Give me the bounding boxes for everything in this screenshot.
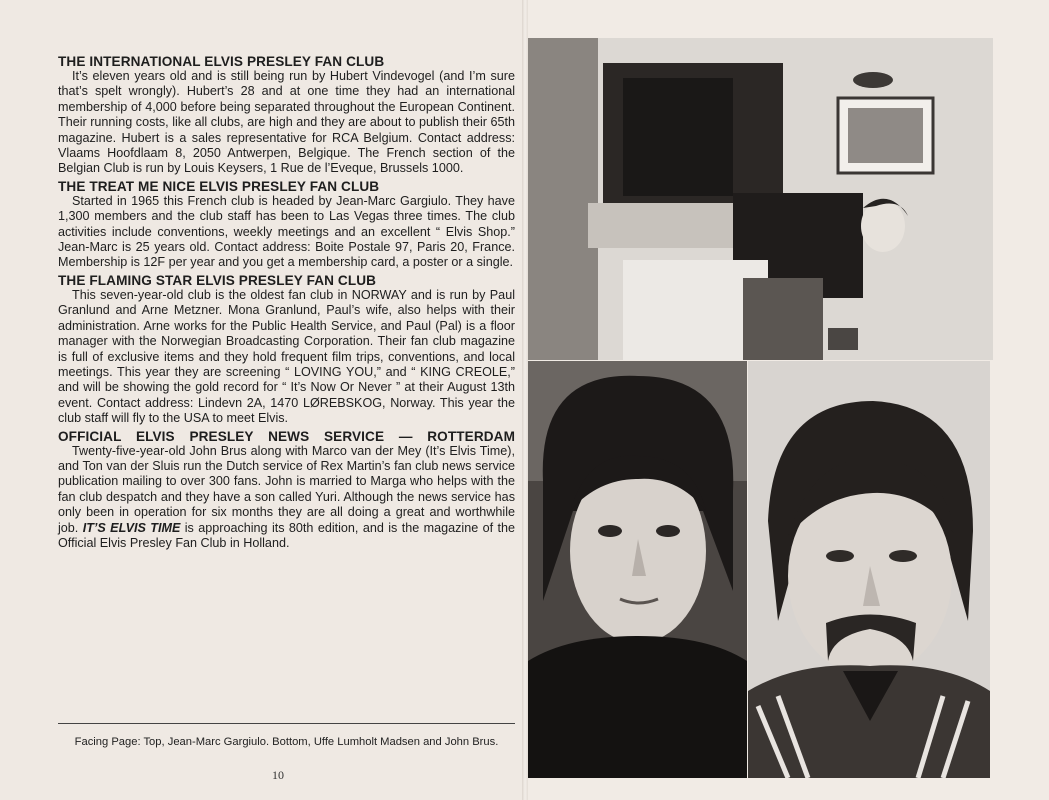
body-text-end: is approaching its 80th edition, and is the magazine of the Official Elvis Presley Fan Club in Holland. xyxy=(58,520,515,550)
section-international xyxy=(58,54,515,177)
body-text: Twenty-five-year-old John Brus along with Marco van der Mey (It’s Elvis Time), and Ton van der Sluis run the Dutch service of Rex Martin’s fan club news service publication mailing to over 300 fans. John is married to Marga who helps with the fan club despatch and they have a son called Yuri. Although the news service has only been in operation for six months they are all doing a great and worthwhile job. xyxy=(58,443,515,535)
section-heading: OFFICIAL ELVIS PRESLEY NEWS SERVICE — ROTTERDAM xyxy=(58,428,515,444)
section-treat-me-nice xyxy=(58,179,515,271)
photo-john-brus xyxy=(748,361,990,778)
section-body: It’s eleven years old and is still being run by Hubert Vindevogel (and I’m sure that’s spelt wrongly). Hubert’s 28 and at one time they had an international membership of 4,000 before being separated throughout the European Continent. Their running costs, like all clubs, are high and they are about to publish their 65th magazine. Hubert is a sales representative for RCA Belgium. Contact address: Vlaams Hoofdlaam 8, 2050 Antwerpen, Belgique. The French section of the Belgian Club is run by Louis Keysers, 1 Rue de l’Eveque, Brussels 1000. xyxy=(58,69,515,176)
section-body: Started in 1965 this French club is headed by Jean-Marc Gargiulo. They have 1,300 members and the club staff has been to Las Vegas three times. The club activities include conventions, weekly meetings and an excellent “ Elvis Shop.” Jean-Marc is 25 years old. Contact address: Boite Postale 97, Paris 20, France. Membership is 12F per year and you get a membership card, a poster or a single. xyxy=(58,193,515,270)
caption-divider xyxy=(58,723,515,724)
page-number: 10 xyxy=(272,768,284,782)
article-column xyxy=(58,54,515,553)
section-heading: THE TREAT ME NICE ELVIS PRESLEY FAN CLUB xyxy=(58,178,380,194)
section-body: This seven-year-old club is the oldest fan club in NORWAY and is run by Paul Granlund and Arne Metzner. Mona Granlund, Paul’s wife, also helps with their administration. Arne works for the Public Health Service, and Paul (Pal) is a floor manager with the Norwegian Broadcasting Corporation. Their fan club magazine is full of exclusive items and they hold frequent film trips, conventions, and local meetings. This year they are screening “ LOVING YOU,” and “ KING CREOLE,” and will be showing the gold record for “ It’s Now Or Never ” at their August 13th event. Contact address: Lindevn 2A, 1470 LØREBSKOG, Norway. This year the club staff will fly to the USA to meet Elvis. xyxy=(58,287,515,426)
section-news-service xyxy=(58,429,515,552)
section-flaming-star xyxy=(58,273,515,427)
photo-jean-marc-gargiulo xyxy=(528,38,993,360)
photo-caption: Facing Page: Top, Jean-Marc Gargiulo. Bottom, Uffe Lumholt Madsen and John Brus. xyxy=(74,736,499,748)
photo-uffe-lumholt-madsen xyxy=(528,361,747,778)
section-body xyxy=(58,444,515,552)
section-heading: THE INTERNATIONAL ELVIS PRESLEY FAN CLUB xyxy=(58,54,385,69)
magazine-title: IT’S ELVIS TIME xyxy=(82,520,181,535)
section-heading: THE FLAMING STAR ELVIS PRESLEY FAN CLUB xyxy=(58,272,377,288)
